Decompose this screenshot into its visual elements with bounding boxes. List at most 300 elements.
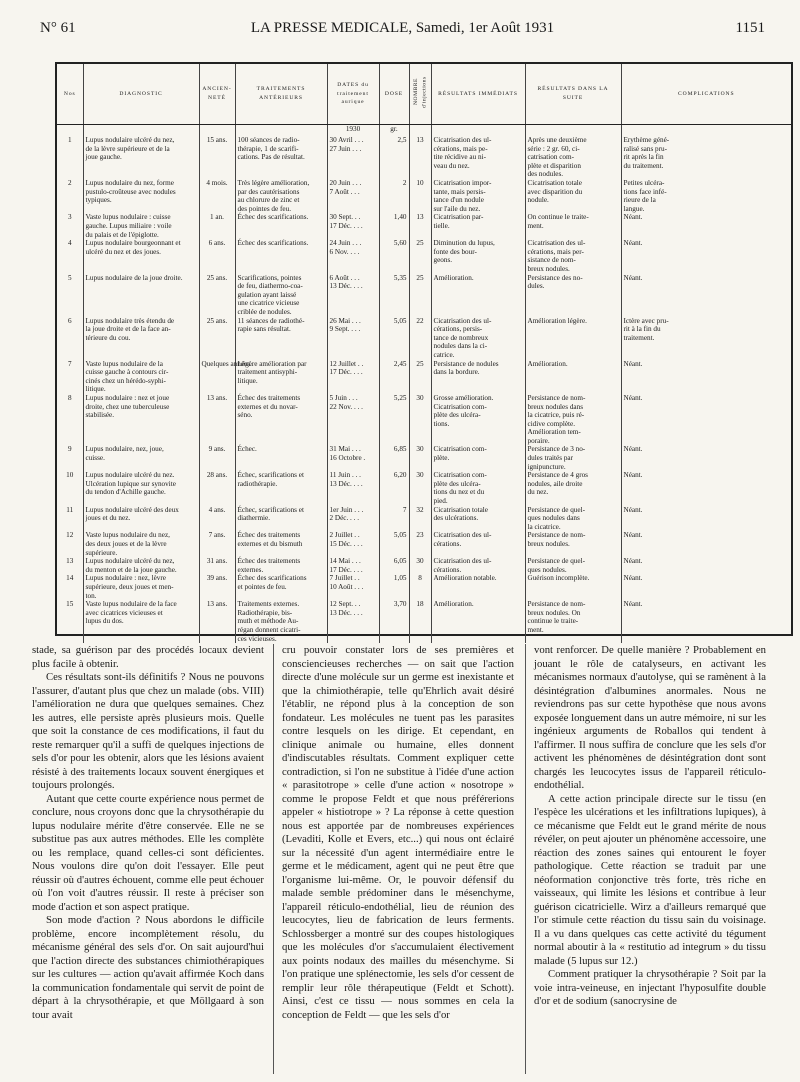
cell-text: muth et méthode Au- — [237, 617, 299, 626]
issue-number: N° 61 — [40, 20, 76, 36]
cell-complications — [621, 557, 791, 574]
cell-text: térieure du cou. — [85, 333, 131, 342]
cell-traitements — [235, 136, 327, 179]
table-row — [57, 317, 791, 360]
cell-text: 7 — [67, 359, 72, 368]
cell-text: 13 Déc. . . . — [329, 282, 363, 291]
cell-text: Légère amélioration par — [237, 359, 307, 368]
cell-dates — [327, 239, 379, 273]
cell-text: cérations, persis- — [433, 325, 483, 334]
cell-text: dules. — [527, 282, 545, 291]
cell-text: Diminution du lupus, — [433, 239, 495, 248]
cell-text: Néant. — [623, 505, 643, 514]
cell-diagnostic — [83, 600, 199, 643]
cell-text: 13 Déc. . . . — [329, 608, 363, 617]
cell-text: Néant. — [623, 531, 643, 540]
table-row — [57, 574, 791, 600]
cell-text: 25 ans. — [206, 273, 228, 282]
cell-text: 9 Sept. . . . — [329, 325, 361, 334]
cell-text: 2 Déc. . . . — [329, 514, 360, 523]
cell-dates — [327, 600, 379, 643]
cell-complications — [621, 394, 791, 446]
col-header-dose: DOSE — [379, 64, 409, 124]
cell-text: Cicatrisation totale — [433, 505, 488, 514]
cell-text: 28 ans. — [206, 471, 228, 480]
cell-text: Néant. — [623, 600, 643, 609]
cell-text: 1 an. — [210, 213, 224, 222]
cell-dose — [379, 179, 409, 213]
cell-text: la cicatrice, puis ré- — [527, 411, 585, 420]
cell-text: 7 Juillet . . — [329, 574, 360, 583]
cell-suite — [525, 213, 621, 239]
cell-diagnostic — [83, 274, 199, 317]
cell-text: Scarifications, pointes — [237, 273, 302, 282]
cell-text: 14 Mai . . . — [329, 557, 361, 566]
paragraph: cru pouvoir constater lors de ses premières et consciencieuses recherches — on sait que l'action directe d'une molécule sur un germe est inexistante et que la chimiothérapie, telle qu'Ehrlich avait désiré l'établir, ne répond plus à la conception de son fondateur. Les molécules ne tuent pas les parasites contre lesquels on les dirige. Et cependant, en clinique animale ou humaine, elles donnent d'indiscutables résultats. Comment expliquer cette contradiction, si l'on ne substitue à l'idée d'une action « parasitotrope » celle d'une action « nosotrope » comme le propose Feldt et que nous préférerions appeler « histiotrope » ? La réponse à cette question nous est apportée par de nombreuses expériences (Levaditi, Kolle et Evers, etc...) qui nous ont éclairé sur la nécessité d'un agent intermédiaire entre le germe et le médicament, agent qui ne peut être que l'organisme lui-même. Or, le pouvoir défensif du malade semble prédominer dans le mésenchyme, l'appareil réticulo-endothélial, lieu de réunion des leucocytes, lieu de fabrication de leurs ferments. Schlossberger a montré sur des coupes histologiques que les molécules d'or s'accumulaient électivement aux points nodaux des mailles du mésenchyme. Si l'on pratique une splénectomie, les sels d'or cessent de remplir leur rôle thérapeutique (Feldt et Schott). Ainsi, c'est ce tissu — nous sommes en cela la conception de Feldt — que les sels d'or — [282, 644, 514, 1021]
paragraph: Ces résultats sont-ils définitifs ? Nous ne pouvons l'assurer, d'autant plus que chez un malade (obs. VIII) l'amélioration ne dura que quelques semaines. Chez les autres, elle persiste après plusieurs mois. Quelle que soit la constance de ces modifications, il faut du reste remarquer qu'il a suffi de quelques injections de sels d'or pour les obtenir, alors que les lésions avaient résisté à des traitements locaux souvent énergiques et toujours prolongés. — [32, 671, 264, 791]
cell-text: avec cicatrices vicieuses et — [85, 608, 163, 617]
cell-text: 10 — [66, 471, 74, 480]
cell-injections — [409, 471, 431, 505]
cell-row-number — [57, 136, 83, 179]
cell-text: Échec des traitements — [237, 393, 301, 402]
cell-text: joue gauche. — [85, 153, 122, 162]
cell-dose — [379, 360, 409, 394]
cell-text: supérieure. — [85, 548, 118, 557]
paragraph: Autant que cette courte expérience nous permet de conclure, nous croyons donc que la chrysothérapie du lupus nodulaire mérite d'être conservée. Elle ne se substitue pas aux autres méthodes. Elle les complète ou les remplace, quand celles-ci sont déficientes. Nous voulons dire qu'on doit l'essayer. Elle peut réussir où d'autres échouent, comme elle peut échouer où l'on voit d'autres réussir. Il reste à préciser son mode d'action et son aspect pratique. — [32, 792, 264, 913]
cell-dates — [327, 557, 379, 574]
cell-complications — [621, 317, 791, 360]
cell-text: rit après la fin — [623, 153, 664, 162]
cell-text: Cicatrisation par- — [433, 213, 484, 222]
cell-suite — [525, 557, 621, 574]
paragraph: Comment pratiquer la chrysothérapie ? Soit par la voie intra-veineuse, en injectant l'hyposulfite double d'or et de sodium (sanocrysine de — [534, 968, 766, 1007]
cell-text: Néant. — [623, 393, 643, 402]
cell-text: 5,60 — [393, 239, 407, 248]
cell-text: 13 Déc. . . . — [329, 479, 363, 488]
cell-text: ton. — [85, 591, 97, 600]
cell-text: 4 — [67, 239, 72, 248]
cell-complications — [621, 213, 791, 239]
cell-text: Cicatrisation des ul- — [527, 239, 586, 248]
cell-text: diathermie. — [237, 514, 271, 523]
cell-text: Échec, scarifications et — [237, 471, 304, 480]
cell-text: ques nodules dans — [527, 514, 580, 523]
cell-text: traitement antisyphi- — [237, 368, 298, 377]
cell-text: 14 — [66, 574, 74, 583]
cell-text: tielle. — [433, 222, 450, 231]
cell-text: 12 — [66, 531, 74, 540]
cell-text: 13 — [416, 136, 424, 145]
table-row — [57, 506, 791, 532]
cell-text: des pointes de feu. — [237, 204, 291, 213]
cell-text: Vaste lupus nodulaire du nez, — [85, 531, 170, 540]
cell-text: 8 — [418, 574, 422, 583]
cell-text: rieure de la — [623, 196, 656, 205]
cell-dose — [379, 600, 409, 643]
cell-text: 7 Août . . . — [329, 187, 360, 196]
table-row — [57, 557, 791, 574]
cell-dose — [379, 274, 409, 317]
cell-text: Amélioration. — [433, 273, 474, 282]
cell-text: ment. — [527, 625, 544, 634]
cell-text: Échec des traitements — [237, 557, 301, 566]
cell-text: cinés chez un hérédo-syphi- — [85, 376, 166, 385]
cell-anciennete — [199, 574, 235, 600]
cell-text: poraire. — [527, 436, 550, 445]
cell-text: catrice. — [433, 350, 455, 359]
cell-dose — [379, 557, 409, 574]
cell-text: dules traités par — [527, 454, 574, 463]
cell-text: 12 Juillet . . — [329, 359, 364, 368]
cell-text: 5,25 — [393, 393, 407, 402]
cell-text: tions. — [433, 419, 450, 428]
cell-text: la joue droite et de la face an- — [85, 325, 171, 334]
cell-suite — [525, 317, 621, 360]
cell-text: nodules dans la ci- — [433, 342, 488, 351]
cell-traitements — [235, 557, 327, 574]
cell-text: de feu, diathermo-coa- — [237, 282, 303, 291]
cell-text: 30 Avril . . . — [329, 136, 364, 145]
cell-text: 30 — [416, 445, 424, 454]
results-table — [57, 64, 791, 643]
table-row — [57, 600, 791, 643]
cell-resultats — [431, 213, 525, 239]
cell-text: externes. — [237, 565, 264, 574]
cell-text: par des cautérisations — [237, 187, 300, 196]
col-header-suite: RÉSULTATS DANS LA SUITE — [525, 64, 621, 124]
cell-text: série : 2 gr. 60, ci- — [527, 144, 580, 153]
cell-text: Cicatrisation com- — [433, 471, 487, 480]
col-header-complications: COMPLICATIONS — [621, 64, 791, 124]
cell-resultats — [431, 317, 525, 360]
cell-text: plète. — [433, 454, 450, 463]
cell-text: 6,05 — [393, 557, 407, 566]
cell-text: nodule. — [527, 196, 549, 205]
cell-anciennete — [199, 506, 235, 532]
table-row — [57, 360, 791, 394]
cell-text: Guérison incomplète. — [527, 574, 590, 583]
cell-row-number — [57, 471, 83, 505]
cell-dates — [327, 213, 379, 239]
cell-text: tite récidive au ni- — [433, 153, 486, 162]
cell-text: 2 — [67, 179, 72, 188]
cell-traitements — [235, 179, 327, 213]
cell-text: Persistance de nom- — [527, 531, 586, 540]
cell-anciennete — [199, 136, 235, 179]
cell-resultats — [431, 600, 525, 643]
cell-anciennete — [199, 471, 235, 505]
cell-text: Vaste lupus nodulaire de la — [85, 359, 163, 368]
cell-injections — [409, 317, 431, 360]
cell-text: 1er Juin . . . — [329, 505, 364, 514]
cell-text: 30 — [416, 393, 424, 402]
cell-text: tions du nez et du — [433, 488, 485, 497]
cell-complications — [621, 506, 791, 532]
cell-injections — [409, 600, 431, 643]
cell-text: Cicatrisation des ul- — [433, 557, 492, 566]
cell-text: du nez. — [527, 488, 549, 497]
cell-injections — [409, 360, 431, 394]
cell-injections — [409, 506, 431, 532]
table-row — [57, 274, 791, 317]
cell-text: 15 — [66, 600, 74, 609]
cell-dates — [327, 360, 379, 394]
cell-suite — [525, 531, 621, 557]
cell-text: 5,05 — [393, 316, 407, 325]
col-header-diagnostic: DIAGNOSTIC — [83, 64, 199, 124]
table-row — [57, 239, 791, 273]
cell-text: ment. — [527, 222, 544, 231]
cell-row-number — [57, 600, 83, 643]
cell-injections — [409, 136, 431, 179]
cell-text: Grosse amélioration. — [433, 393, 494, 402]
text-column-2 — [282, 644, 514, 1022]
cell-text: cations. Pas de résultat. — [237, 153, 305, 162]
cell-text: 30 — [416, 471, 424, 480]
cell-resultats — [431, 179, 525, 213]
dose-unit: gr. — [379, 124, 409, 136]
cell-text: 6 — [67, 316, 72, 325]
cell-anciennete — [199, 179, 235, 213]
cell-suite — [525, 471, 621, 505]
page-header — [40, 20, 765, 42]
cell-suite — [525, 574, 621, 600]
paragraph: A cette action principale directe sur le tissu (en l'espèce les ulcérations et les infiltrations lupiques), à ce mécanisme que Feldt eut le grand mérite de nous révéler, on peut ajouter un phénomène accessoire, une réaction des zones saines qui entourent le foyer pathologique. Cette réaction se traduit par une néoformation conjonctive très forte, très riche en vaisseaux, qui limite les lésions et contribue à leur guérison cicatricielle. Wirz a d'ailleurs remarqué que l'or stimule cette réaction du tissu sain du voisinage. Il a vu dans quelques cas cette activité du tégument normal aboutir à la « restitutio ad integrum » du tissu malade (5 lupus sur 12.) — [534, 792, 766, 967]
cell-text: 16 Octobre . — [329, 454, 366, 463]
cell-row-number — [57, 239, 83, 273]
table-header-row — [57, 64, 791, 124]
cell-suite — [525, 360, 621, 394]
cell-traitements — [235, 531, 327, 557]
cell-text: 1,40 — [393, 213, 407, 222]
cell-text: plète et disparition — [527, 161, 581, 170]
cell-text: tance de nombreux — [433, 333, 489, 342]
text-column-1 — [32, 644, 264, 1022]
cell-dose — [379, 239, 409, 273]
cell-text: 1 — [67, 136, 72, 145]
cell-row-number — [57, 274, 83, 317]
cell-dose — [379, 317, 409, 360]
cell-text: 17 Déc. . . . — [329, 565, 363, 574]
cell-text: 17 Déc. . . . — [329, 368, 363, 377]
cell-text: Ulcération lupique sur synovite — [85, 479, 176, 488]
cell-text: du tendon d'Achille gauche. — [85, 488, 166, 497]
cell-text: 9 ans. — [208, 445, 226, 454]
cell-text: Échec des scarifications. — [237, 239, 309, 248]
cell-complications — [621, 445, 791, 471]
cell-text: avec disparition du — [527, 187, 583, 196]
cell-text: 24 Juin . . . — [329, 239, 362, 248]
cell-text: Radiothérapie, bis- — [237, 608, 293, 617]
cell-text: Vaste lupus nodulaire de la face — [85, 600, 177, 609]
cell-text: 6 ans. — [208, 239, 226, 248]
cell-dose — [379, 136, 409, 179]
cell-text: Persistance des no- — [527, 273, 583, 282]
cell-text: rapie sans résultat. — [237, 325, 291, 334]
cell-dose — [379, 506, 409, 532]
col-header-traitements: TRAITEMENTS ANTÉRIEURS — [235, 64, 327, 124]
cell-text: 6 Août . . . — [329, 273, 360, 282]
cell-dose — [379, 531, 409, 557]
cell-traitements — [235, 274, 327, 317]
cell-dates — [327, 506, 379, 532]
cell-text: du traitement. — [623, 161, 664, 170]
cell-text: Persistance de 3 no- — [527, 445, 586, 454]
cell-text: 5,05 — [393, 531, 407, 540]
cell-resultats — [431, 506, 525, 532]
table-row — [57, 136, 791, 179]
cell-complications — [621, 574, 791, 600]
cell-traitements — [235, 360, 327, 394]
cell-injections — [409, 213, 431, 239]
cell-text: radiothérapie. — [237, 479, 278, 488]
cell-row-number — [57, 531, 83, 557]
cell-complications — [621, 600, 791, 643]
cell-text: droite, chez une tuberculeuse — [85, 402, 170, 411]
cell-text: cidive complète. — [527, 419, 575, 428]
cell-text: ces vicieuses. — [237, 634, 277, 643]
cell-text: Persistance de quel- — [527, 505, 585, 514]
cell-text: 15 Déc. . . . — [329, 540, 363, 548]
table-row — [57, 531, 791, 557]
col-header-number: Nos — [57, 64, 83, 124]
cell-text: Échec des scarifications. — [237, 213, 309, 222]
cell-resultats — [431, 574, 525, 600]
cell-diagnostic — [83, 574, 199, 600]
cell-text: Lupus nodulaire ulcéré des deux — [85, 505, 179, 514]
cell-text: Lupus nodulaire ulcéré du nez. — [85, 471, 175, 480]
cell-dates — [327, 179, 379, 213]
cell-text: 12 Sept. . . — [329, 600, 361, 609]
cell-resultats — [431, 557, 525, 574]
cell-text: 13 — [416, 213, 424, 222]
cell-text: Néant. — [623, 213, 643, 222]
cell-text: breux nodules. — [527, 540, 570, 548]
cell-text: On continue le traite- — [527, 213, 589, 222]
cell-text: criblée de nodules. — [237, 307, 292, 316]
cell-injections — [409, 179, 431, 213]
cell-text: 7 — [402, 505, 407, 514]
cell-text: 26 Mai . . . — [329, 316, 361, 325]
cell-text: catrisation com- — [527, 153, 575, 162]
cell-text: Persistance de 4 gros — [527, 471, 588, 480]
table-subheader-row — [57, 124, 791, 136]
cell-text: 6,85 — [393, 445, 407, 454]
journal-title: LA PRESSE MEDICALE, Samedi, 1er Août 1931 — [250, 20, 555, 36]
cell-diagnostic — [83, 239, 199, 273]
cell-text: ignipuncture. — [527, 462, 566, 471]
cell-injections — [409, 557, 431, 574]
cell-text: Cicatrisation com- — [433, 402, 487, 411]
cell-text: breux nodules. On — [527, 608, 581, 617]
injections-label: NOMBRE d'injections — [412, 76, 428, 108]
cell-text: 39 ans. — [206, 574, 228, 583]
cell-diagnostic — [83, 317, 199, 360]
cell-dose — [379, 471, 409, 505]
cell-diagnostic — [83, 179, 199, 213]
cell-text: au chlorure de zinc et — [237, 196, 300, 205]
cell-injections — [409, 445, 431, 471]
cell-diagnostic — [83, 506, 199, 532]
cell-text: breux nodules dans — [527, 402, 583, 411]
cell-resultats — [431, 239, 525, 273]
col-header-resultats: RÉSULTATS IMMÉDIATS — [431, 64, 525, 124]
cell-text: 31 Mai . . . — [329, 445, 361, 454]
cell-text: 30 Sept. . . — [329, 213, 361, 222]
cell-suite — [525, 506, 621, 532]
cell-text: typiques. — [85, 196, 112, 205]
cell-text: Traitements externes. — [237, 600, 300, 609]
cell-text: 3,70 — [393, 600, 407, 609]
cell-dates — [327, 445, 379, 471]
cell-text: 2 Juillet . . — [329, 531, 360, 540]
cell-suite — [525, 179, 621, 213]
cell-text: Amélioration légère. — [527, 316, 587, 325]
cell-text: Néant. — [623, 557, 643, 566]
cell-traitements — [235, 600, 327, 643]
cell-row-number — [57, 574, 83, 600]
cell-traitements — [235, 445, 327, 471]
cell-text: Néant. — [623, 574, 643, 583]
cell-text: Persistance de nom- — [527, 600, 586, 609]
cell-anciennete — [199, 557, 235, 574]
cell-text: Persistance de nom- — [527, 393, 586, 402]
cell-diagnostic — [83, 557, 199, 574]
cell-text: cérations, mais pe- — [433, 144, 488, 153]
cell-text: tions face infé- — [623, 187, 667, 196]
cell-text: supérieure, deux joues et men- — [85, 582, 174, 591]
page-number: 1151 — [735, 20, 765, 36]
cell-resultats — [431, 445, 525, 471]
results-table-frame — [55, 62, 793, 643]
cell-text: Néant. — [623, 471, 643, 480]
cell-text: Amélioration. — [527, 359, 568, 368]
cell-text: Amélioration notable. — [433, 574, 497, 583]
column-rule — [273, 644, 274, 1074]
cell-anciennete — [199, 600, 235, 643]
cell-text: cérations. — [433, 540, 462, 548]
cell-text: Cicatrisation totale — [527, 179, 582, 188]
cell-resultats — [431, 360, 525, 394]
cell-text: breux nodules. — [527, 265, 570, 273]
cell-text: la cicatrice. — [527, 522, 561, 531]
cell-text: pied. — [433, 497, 448, 506]
cell-complications — [621, 274, 791, 317]
cell-text: 17 Déc. . . . — [329, 222, 363, 231]
article-body — [32, 644, 768, 1074]
cell-text: Néant. — [623, 445, 643, 454]
col-header-dates: DATES du traitement aurique — [327, 64, 379, 124]
cell-text: 8 — [67, 393, 72, 402]
text-column-3 — [534, 644, 766, 1009]
cell-text: 15 ans. — [206, 136, 228, 145]
cell-text: Erythème géné- — [623, 136, 670, 145]
cell-resultats — [431, 394, 525, 446]
cell-text: traitement. — [623, 333, 655, 342]
cell-dose — [379, 213, 409, 239]
cell-text: 25 — [416, 359, 424, 368]
cell-diagnostic — [83, 360, 199, 394]
cell-text: des nodules. — [527, 170, 564, 179]
cell-dates — [327, 317, 379, 360]
cell-text: ralisé sans pru- — [623, 144, 668, 153]
cell-suite — [525, 394, 621, 446]
cell-text: Néant. — [623, 359, 643, 368]
cell-text: stabilisée. — [85, 411, 115, 420]
cell-text: 1,05 — [393, 574, 407, 583]
cell-anciennete — [199, 213, 235, 239]
